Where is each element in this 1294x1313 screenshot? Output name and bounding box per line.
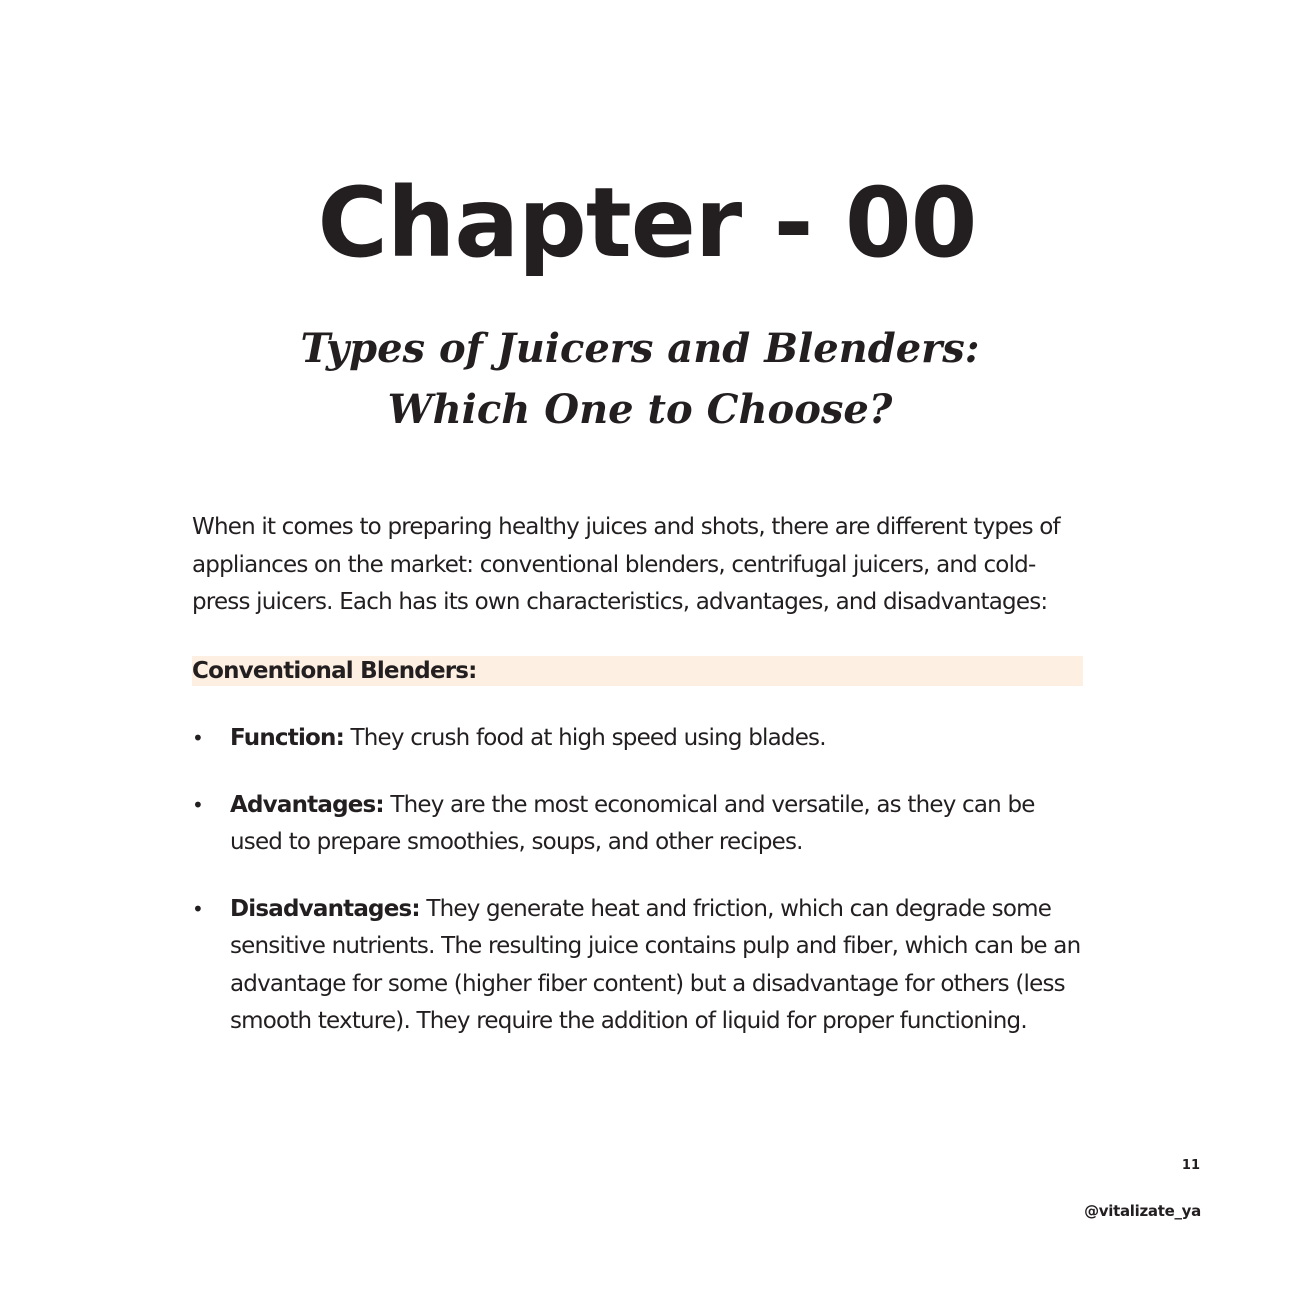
bullet-list (192, 720, 1084, 1070)
section-heading: Conventional Blenders: (192, 656, 1083, 686)
bullet-term: Function: (230, 725, 344, 751)
chapter-subtitle: Types of Juicers and Blenders: Which One to Choose? (300, 325, 980, 433)
social-handle: @vitalizate_ya (1084, 1202, 1201, 1220)
bullet-text: They generate heat and friction, which can degrade some sensitive nutrients. The resulting juice contains pulp and fiber, which can be an advantage for some (higher fiber content) but a disadvantage for others (less smooth texture). They require the addition of liquid for proper functioning. (230, 895, 1081, 1034)
page-number: 11 (1181, 1158, 1200, 1173)
chapter-title: Chapter - 00 (317, 167, 977, 279)
bullet-term: Advantages: (230, 791, 384, 818)
bullet-text: They crush food at high speed using blades. (344, 725, 826, 751)
bullet-icon: • (192, 896, 203, 921)
bullet-term: Disadvantages: (230, 895, 420, 922)
bullet-text: They are the most economical and versatile, as they can be used to prepare smoothies, soups, and other recipes. (230, 791, 1035, 855)
intro-paragraph: When it comes to preparing healthy juices and shots, there are different types of appliances on the market: conventional blenders, centrifugal juicers, and cold-press juicers. Each has its own characteristics, advantages, and disadvantages: (192, 514, 1060, 615)
bullet-icon: • (192, 726, 203, 750)
list-item (192, 720, 1084, 758)
bullet-icon: • (192, 792, 203, 817)
list-item (192, 891, 1084, 1041)
list-item (192, 787, 1084, 862)
